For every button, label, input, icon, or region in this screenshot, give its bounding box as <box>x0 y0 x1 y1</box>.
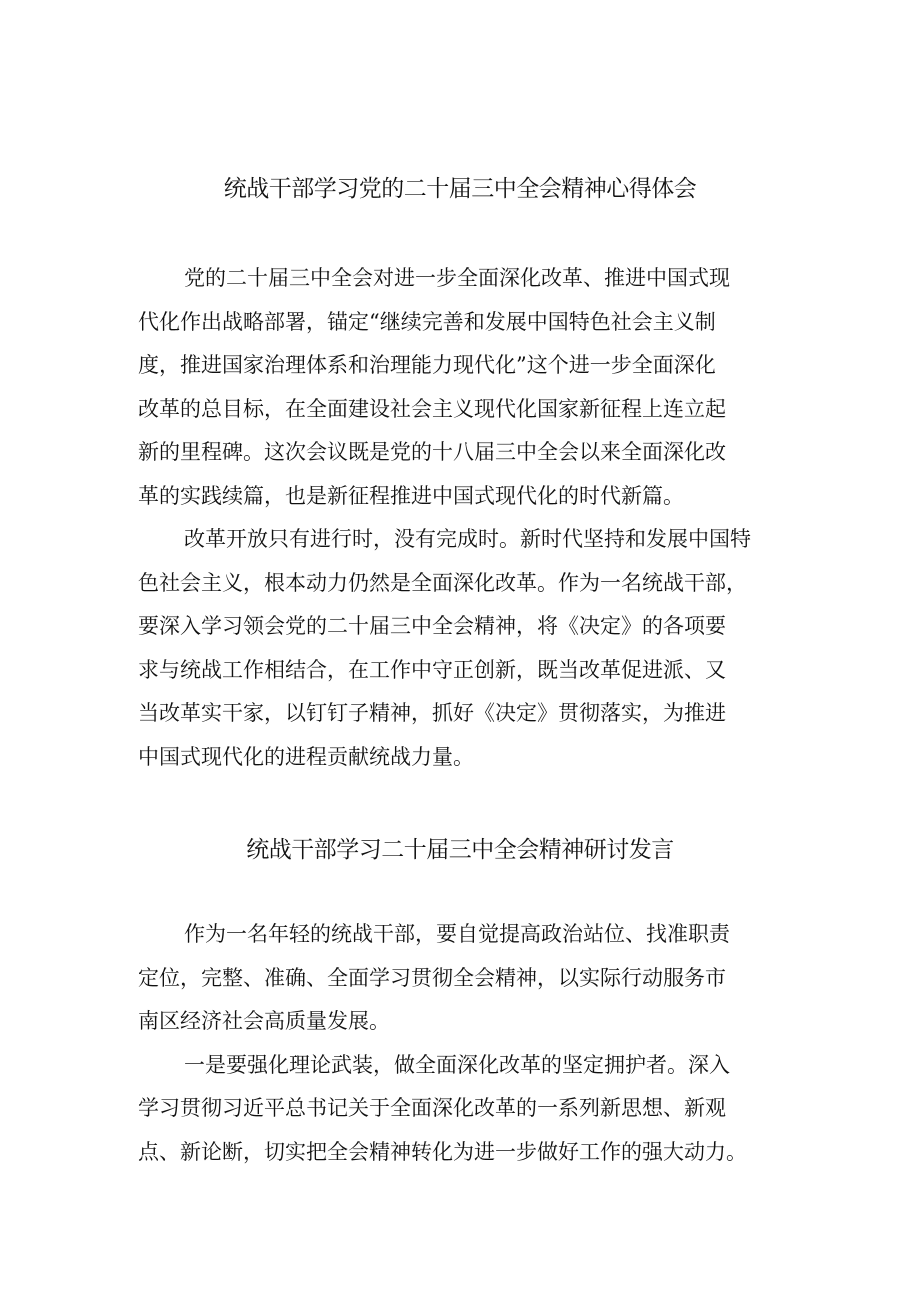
section-1-body <box>138 257 798 779</box>
text-line: 求与统战工作相结合，在工作中守正创新，既当改革促进派、又 <box>138 657 726 682</box>
text-line: 作为一名年轻的统战干部，要自觉提高政治站位、找准职责 <box>184 922 730 946</box>
text-line: 革的实践续篇，也是新征程推进中国式现代化的时代新篇。 <box>138 483 684 508</box>
text-line: 改革的总目标，在全面建设社会主义现代化国家新征程上连立起 <box>138 396 726 421</box>
text-line: 新的里程碑。这次会议既是党的十八届三中全会以来全面深化改 <box>138 440 726 464</box>
text-line: 党的二十届三中全会对进一步全面深化改革、推进中国式现 <box>184 266 730 290</box>
text-line: 中国式现代化的进程贡献统战力量。 <box>138 744 474 769</box>
text-line: 度，推进国家治理体系和治理能力现代化”这个进一步全面深化 <box>138 353 716 377</box>
text-line: 当改革实干家，以钉钉子精神，抓好《决定》贯彻落实，为推进 <box>138 701 726 725</box>
text-line: 学习贯彻习近平总书记关于全面深化改革的一系列新思想、新观 <box>138 1096 726 1120</box>
paragraph <box>138 257 798 518</box>
text-line: 改革开放只有进行时，没有完成时。新时代坚持和发展中国特 <box>184 527 751 551</box>
text-line: 代化作出战略部署，锚定“继续完善和发展中国特色社会主义制 <box>138 309 716 334</box>
text-line: 南区经济社会高质量发展。 <box>138 1009 390 1033</box>
paragraph <box>138 913 798 1044</box>
text-line: 点、新论断，切实把全会精神转化为进一步做好工作的强大动力。 <box>138 1139 747 1164</box>
text-line: 要深入学习领会党的二十届三中全会精神，将《决定》的各项要 <box>138 614 726 638</box>
text-line: 定位，完整、准确、全面学习贯彻全会精神，以实际行动服务市 <box>138 965 726 990</box>
paragraph <box>138 518 798 779</box>
section-1-title: 统战干部学习党的二十届三中全会精神心得体会 <box>223 176 697 202</box>
text-line: 一是要强化理论武装，做全面深化改革的坚定拥护者。深入 <box>184 1052 730 1077</box>
section-2-title: 统战干部学习二十届三中全会精神研讨发言 <box>246 837 674 863</box>
text-line: 色社会主义，根本动力仍然是全面深化改革。作为一名统战干部， <box>138 570 747 595</box>
paragraph <box>138 1044 798 1175</box>
section-2-body <box>138 913 798 1174</box>
